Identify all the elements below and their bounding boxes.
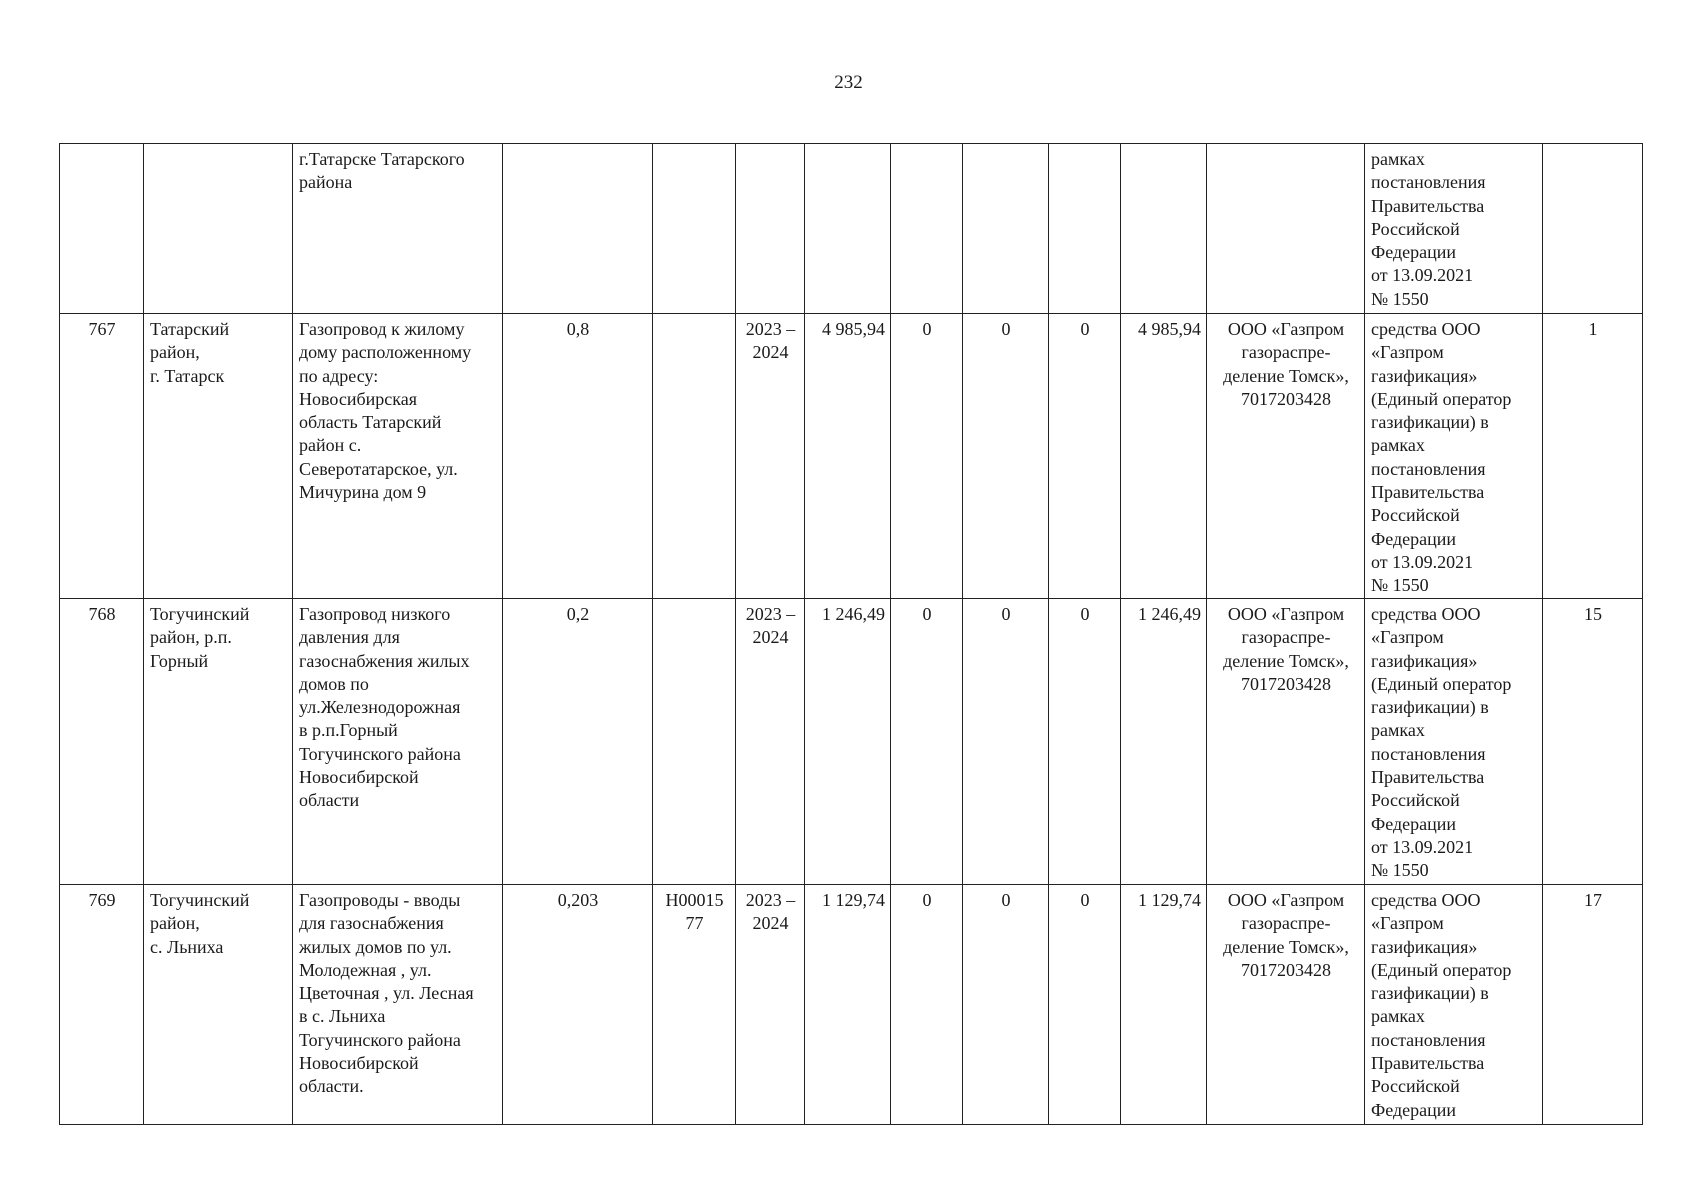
funding-cell-3: 0 <box>1049 314 1121 599</box>
organization-cell: ООО «Газпром газораспре- деление Томск», 7017203428 <box>1207 885 1365 1125</box>
total-amount-cell: 1 246,49 <box>805 599 891 885</box>
object-name-cell: г.Татарске Татарского района <box>293 144 503 314</box>
row-number-cell <box>60 144 144 314</box>
object-code-cell <box>653 599 736 885</box>
funding-cell-2 <box>963 144 1049 314</box>
district-cell <box>144 144 293 314</box>
total-amount-cell: 1 129,74 <box>805 885 891 1125</box>
table-row <box>60 314 1643 599</box>
period-cell: 2023 – 2024 <box>736 314 805 599</box>
length-cell: 0,2 <box>503 599 653 885</box>
funding-cell-4: 4 985,94 <box>1121 314 1207 599</box>
table-row <box>60 599 1643 885</box>
table-row <box>60 885 1643 1125</box>
count-cell <box>1543 144 1643 314</box>
organization-cell: ООО «Газпром газораспре- деление Томск», 7017203428 <box>1207 599 1365 885</box>
funding-source-cell: средства ООО «Газпром газификация» (Единый оператор газификации) в рамках постановления Правительства Российской Федерации <box>1365 885 1543 1125</box>
count-cell: 17 <box>1543 885 1643 1125</box>
total-amount-cell <box>805 144 891 314</box>
district-cell: Татарский район, г. Татарск <box>144 314 293 599</box>
object-code-cell <box>653 314 736 599</box>
period-cell <box>736 144 805 314</box>
organization-cell: ООО «Газпром газораспре- деление Томск», 7017203428 <box>1207 314 1365 599</box>
funding-source-cell: средства ООО «Газпром газификация» (Единый оператор газификации) в рамках постановления Правительства Российской Федерации от 13.09.2021 № 1550 <box>1365 599 1543 885</box>
funding-source-cell: рамках постановления Правительства Российской Федерации от 13.09.2021 № 1550 <box>1365 144 1543 314</box>
funding-cell-3 <box>1049 144 1121 314</box>
object-code-cell <box>653 144 736 314</box>
object-name-cell: Газопровод к жилому дому расположенному по адресу: Новосибирская область Татарский район с. Северотатарское, ул. Мичурина дом 9 <box>293 314 503 599</box>
row-number-cell: 769 <box>60 885 144 1125</box>
count-cell: 1 <box>1543 314 1643 599</box>
length-cell: 0,203 <box>503 885 653 1125</box>
total-amount-cell: 4 985,94 <box>805 314 891 599</box>
district-cell: Тогучинский район, с. Льниха <box>144 885 293 1125</box>
funding-source-cell: средства ООО «Газпром газификация» (Единый оператор газификации) в рамках постановления Правительства Российской Федерации от 13.09.2021 № 1550 <box>1365 314 1543 599</box>
table-row <box>60 144 1643 314</box>
gas-pipeline-table <box>59 143 1643 1125</box>
funding-cell-1: 0 <box>891 314 963 599</box>
funding-cell-3: 0 <box>1049 885 1121 1125</box>
length-cell: 0,8 <box>503 314 653 599</box>
row-number-cell: 768 <box>60 599 144 885</box>
page-number: 232 <box>834 72 863 93</box>
funding-cell-2: 0 <box>963 314 1049 599</box>
funding-cell-4 <box>1121 144 1207 314</box>
funding-cell-4: 1 246,49 <box>1121 599 1207 885</box>
funding-cell-2: 0 <box>963 599 1049 885</box>
object-name-cell: Газопровод низкого давления для газоснабжения жилых домов по ул.Железнодорожная в р.п.Горный Тогучинского района Новосибирской области <box>293 599 503 885</box>
table-body <box>60 144 1643 1125</box>
object-name-cell: Газопроводы - вводы для газоснабжения жилых домов по ул. Молодежная , ул. Цветочная , ул. Лесная в с. Льниха Тогучинского района Новосибирской области. <box>293 885 503 1125</box>
funding-cell-1: 0 <box>891 885 963 1125</box>
funding-cell-3: 0 <box>1049 599 1121 885</box>
organization-cell <box>1207 144 1365 314</box>
length-cell <box>503 144 653 314</box>
district-cell: Тогучинский район, р.п. Горный <box>144 599 293 885</box>
period-cell: 2023 – 2024 <box>736 885 805 1125</box>
period-cell: 2023 – 2024 <box>736 599 805 885</box>
row-number-cell: 767 <box>60 314 144 599</box>
funding-cell-1 <box>891 144 963 314</box>
funding-cell-2: 0 <box>963 885 1049 1125</box>
funding-cell-4: 1 129,74 <box>1121 885 1207 1125</box>
count-cell: 15 <box>1543 599 1643 885</box>
funding-cell-1: 0 <box>891 599 963 885</box>
object-code-cell: Н00015 77 <box>653 885 736 1125</box>
